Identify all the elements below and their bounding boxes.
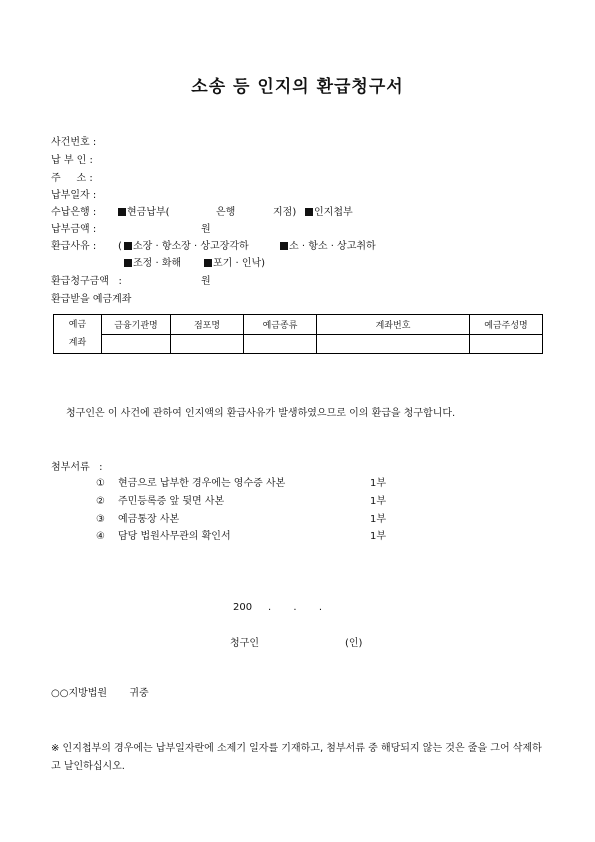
- header-holder-name: 예금주성명: [470, 315, 543, 335]
- case-number-label: 사건번호 :: [51, 137, 97, 148]
- attachments-label: 첨부서류 :: [51, 462, 103, 473]
- checkbox-dismissal-icon: [124, 242, 132, 250]
- cell-deposit-type[interactable]: [244, 334, 317, 354]
- header-branch: 점포명: [171, 315, 244, 335]
- attachment-2-count: 1부: [370, 496, 387, 507]
- amount-won: 원: [201, 224, 211, 235]
- stamp-option[interactable]: 인지첩부: [305, 207, 353, 219]
- bank-name-label: 은행: [216, 207, 236, 218]
- checkbox-withdrawal-icon: [280, 242, 288, 250]
- attachment-3-count: 1부: [370, 514, 387, 525]
- reason-open-paren: (: [118, 241, 122, 252]
- header-account-number: 계좌번호: [317, 315, 470, 335]
- bank-label: 수납은행 :: [51, 207, 97, 218]
- checkbox-cash-icon: [118, 208, 126, 216]
- claim-statement: 청구인은 이 사건에 관하여 인지액의 환급사유가 발생하였으므로 이의 환급을 청구합니다.: [66, 408, 456, 419]
- footnote: ※ 인지첩부의 경우에는 납부일자란에 소제기 일자를 기재하고, 첨부서류 중 해당되지 않는 것은 줄을 그어 삭제하고 날인하십시오.: [51, 743, 542, 772]
- attachment-3-number: ③: [96, 514, 105, 525]
- address-label: 주 소 :: [51, 173, 93, 184]
- checkbox-waiver-icon: [204, 259, 212, 267]
- seal-mark: (인): [345, 638, 363, 649]
- attachment-4-number: ④: [96, 531, 105, 542]
- account-side-label: 예금 계좌: [54, 315, 102, 354]
- date-line: 200 . . .: [233, 602, 323, 613]
- checkbox-settlement-icon: [124, 259, 132, 267]
- account-table: [53, 314, 543, 354]
- deposit-account-label: 환급받을 예금계좌: [51, 294, 132, 305]
- attachment-2-text: 주민등록증 앞 뒷면 사본: [118, 496, 225, 507]
- header-bank-name: 금융기관명: [102, 315, 171, 335]
- attachment-2-number: ②: [96, 496, 105, 507]
- checkbox-stamp-icon: [305, 208, 313, 216]
- reason-option-settlement[interactable]: 조정 · 화해: [124, 258, 181, 270]
- reason-option-withdrawal[interactable]: 소 · 항소 · 상고취하: [280, 241, 376, 253]
- attachment-1-number: ①: [96, 478, 105, 489]
- refund-amount-won: 원: [201, 276, 211, 287]
- reason-option-waiver[interactable]: 포기 · 인낙): [204, 258, 265, 270]
- payer-label: 납 부 인 :: [51, 155, 93, 166]
- payment-date-label: 납부일자 :: [51, 190, 97, 201]
- document-title: 소송 등 인지의 환급청구서: [191, 77, 404, 97]
- reason-label: 환급사유 :: [51, 241, 97, 252]
- cell-bank-name[interactable]: [102, 334, 171, 354]
- refund-amount-label: 환급청구금액 :: [51, 276, 122, 287]
- attachment-1-text: 현금으로 납부한 경우에는 영수증 사본: [118, 478, 286, 489]
- cell-holder-name[interactable]: [470, 334, 543, 354]
- cell-branch[interactable]: [171, 334, 244, 354]
- cell-account-number[interactable]: [317, 334, 470, 354]
- attachment-1-count: 1부: [370, 478, 387, 489]
- amount-label: 납부금액 :: [51, 224, 97, 235]
- table-row: [54, 315, 543, 335]
- reason-option-dismissal[interactable]: 소장 · 항소장 · 상고장각하: [124, 241, 249, 253]
- attachment-4-count: 1부: [370, 531, 387, 542]
- cash-payment-option[interactable]: 현금납부(: [118, 207, 170, 219]
- table-row: [54, 334, 543, 354]
- branch-label: 지점): [273, 207, 297, 218]
- attachment-3-text: 예금통장 사본: [118, 514, 180, 525]
- court-addressee: ○○지방법원 귀중: [51, 688, 149, 699]
- attachment-4-text: 담당 법원사무관의 확인서: [118, 531, 231, 542]
- header-deposit-type: 예금종류: [244, 315, 317, 335]
- claimant-label: 청구인: [230, 638, 259, 649]
